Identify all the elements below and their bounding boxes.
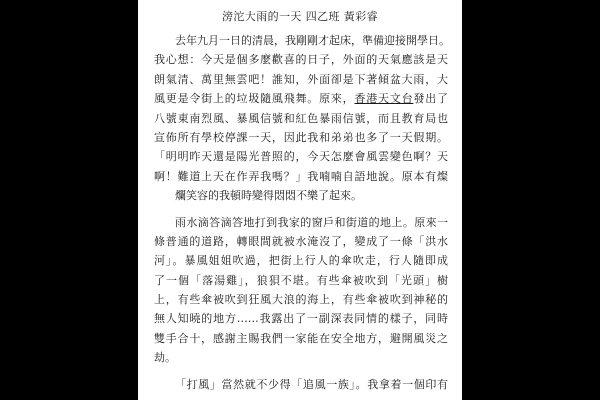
- paragraph-1-line: 八號東南烈風、暴風信號和紅色暴雨信號，而且教育局也: [154, 111, 448, 125]
- paragraph-gap: [154, 368, 448, 375]
- text-run: 風更是令街上的垃圾隨風飛舞。原來，: [154, 92, 355, 106]
- paragraph-2-line: 河」。暴風姐姐吹過，把街上行人的傘吹走，行人隨即成: [154, 254, 448, 268]
- paragraph-2-line: 劫。: [154, 351, 176, 365]
- paragraph-2-line: 雙手合十，感謝主賜我們一家能在安全地方，避開風災之: [154, 331, 448, 345]
- paragraph-2-line: 上，有些傘被吹到狂風大浪的海上，有些傘被吹到神秘的: [154, 293, 448, 307]
- paragraph-1-line: 宣佈所有學校停課一天，因此我和弟弟也多了一天假期。: [154, 130, 448, 144]
- paragraph-2-line: 了一個「落湯雞」，狼狽不堪。有些傘被吹到「光頭」樹: [154, 273, 448, 287]
- document-page: [138, 0, 462, 400]
- document-title: 滂沱大雨的一天 四乙班 黃彩睿: [222, 10, 378, 23]
- paragraph-gap: [154, 206, 448, 213]
- hong-kong-observatory-link[interactable]: 香港天文台: [354, 92, 414, 106]
- paragraph-1-line: 朗氣清、萬里無雲吧！誰知，外面卻是下著傾盆大雨，大: [154, 72, 448, 86]
- paragraph-1-line: 「明明昨天還是陽光普照的，今天怎麼會風雲變色啊？天: [154, 150, 448, 164]
- paragraph-3-line: 「打風」當然就不少得「追風一族」。我拿着一個印有: [175, 377, 448, 391]
- paragraph-1-line: 去年九月一日的清晨，我剛剛才起床，準備迎接開學日。: [175, 34, 450, 47]
- document-body: [154, 31, 448, 394]
- paragraph-2-line: 條普通的道路，轉眼間就被水淹沒了，變成了一條「洪水: [154, 234, 448, 248]
- text-run: 發出了: [413, 92, 449, 106]
- paragraph-1-line: 爛笑容的我頓時變得悶悶不樂了起來。: [175, 189, 362, 203]
- paragraph-1-line: 啊！難道上天在作弄我嗎？」我喃喃自語地說。原本有燦: [154, 169, 448, 183]
- paragraph-1-line: 我心想：今天是個多麼歡喜的日子，外面的天氣應該是天: [154, 53, 448, 67]
- paragraph-2-line: 雨水滴答滴答地打到我家的窗戶和街道的地上。原來一: [175, 215, 448, 229]
- paragraph-2-line: 無人知曉的地方……我露出了一副深表同情的樣子，同時: [154, 312, 448, 326]
- paragraph-1-line: [154, 89, 448, 108]
